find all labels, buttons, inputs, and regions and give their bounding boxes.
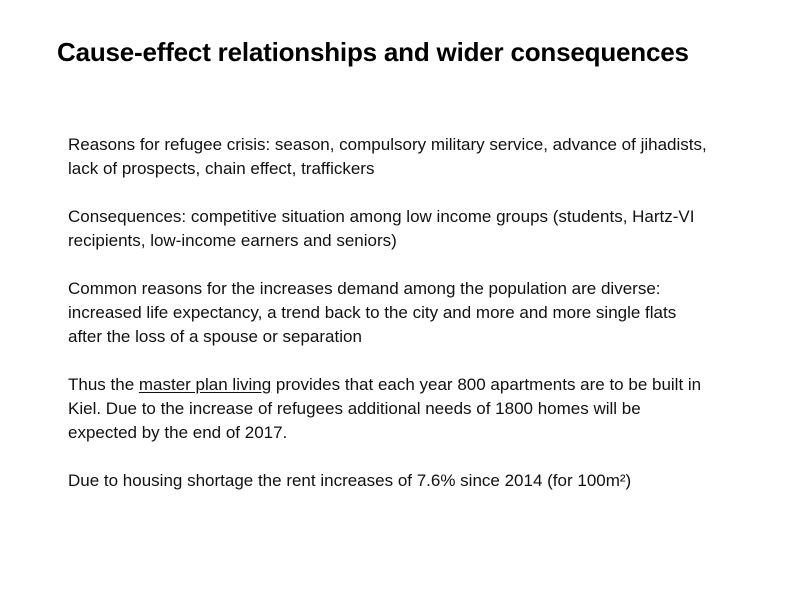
paragraph-consequences: Consequences: competitive situation among low income groups (students, Hartz-VI recipients, low-income earners and seniors) bbox=[68, 207, 695, 250]
paragraph-common-reasons: Common reasons for the increases demand among the population are diverse: increased life expectancy, a trend back to the city and more and more single flats after the loss of a spouse or separation bbox=[68, 279, 677, 346]
paragraph-rent: Due to housing shortage the rent increases of 7.6% since 2014 (for 100m²) bbox=[68, 471, 632, 490]
master-plan-text-before: Thus the bbox=[68, 375, 139, 394]
paragraph-reasons: Reasons for refugee crisis: season, compulsory military service, advance of jihadists, lack of prospects, chain effect, traffickers bbox=[68, 135, 707, 178]
slide-title: Cause-effect relationships and wider consequences bbox=[57, 37, 689, 67]
master-plan-text-after: provides that each year 800 apartments are to be built in Kiel. Due to the increase of refugees additional needs of 1800 homes will be expected by the end of 2017. bbox=[68, 375, 702, 442]
slide-body bbox=[68, 133, 708, 493]
paragraph-master-plan bbox=[68, 373, 708, 445]
master-plan-living-link[interactable]: master plan living bbox=[138, 375, 272, 394]
